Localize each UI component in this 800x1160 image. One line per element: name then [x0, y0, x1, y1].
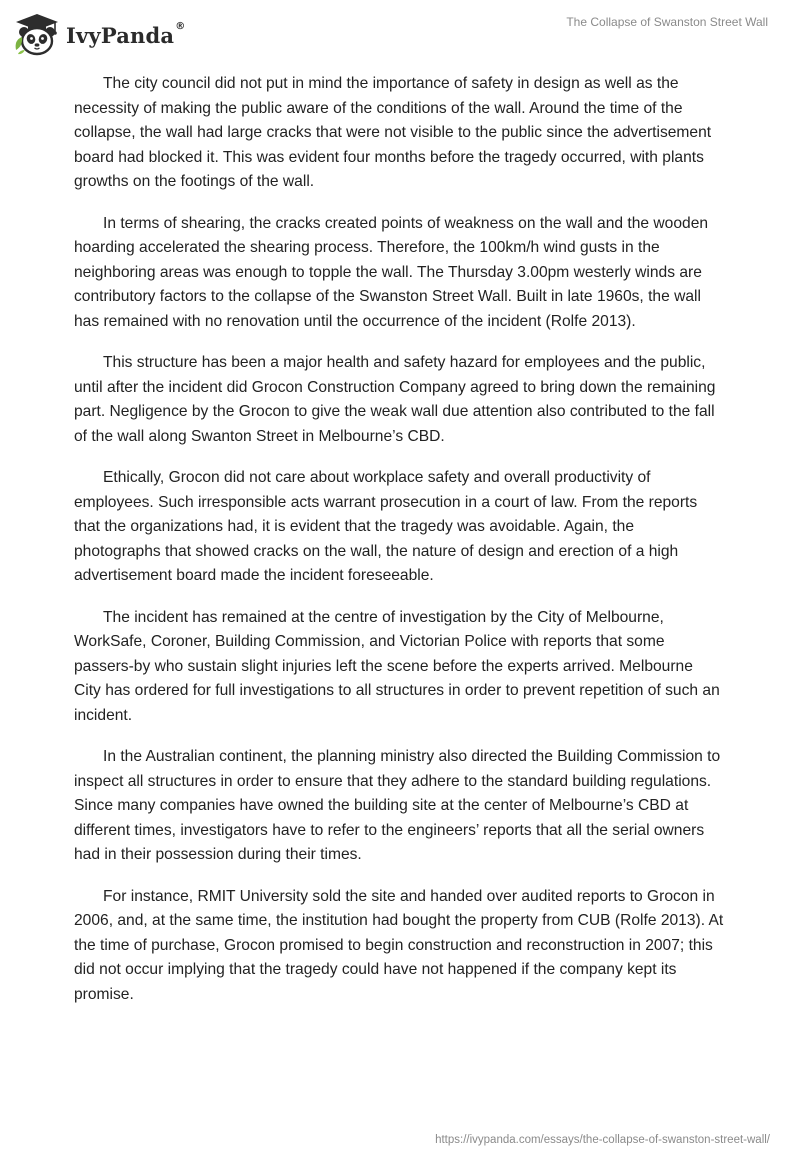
page-header	[0, 0, 800, 70]
source-url-link[interactable]: https://ivypanda.com/essays/the-collapse-of-swanston-street-wall/	[435, 1134, 770, 1146]
paragraph: The city council did not put in mind the importance of safety in design as well as the necessity of making the public aware of the conditions of the wall. Around the time of the collapse, the wall had large cracks that were not visible to the public since the advertisement board had blocked it. This was evident four months before the tragedy occurred, with plants growths on the footings of the wall.	[74, 75, 712, 190]
paragraph: For instance, RMIT University sold the site and handed over audited reports to Grocon in 2006, and, at the same time, the institution had bought the property from CUB (Rolfe 2013). At the time of purchase, Grocon promised to begin construction and reconstruction in 2007; this did not occur implying that the tragedy could have not happened if the company kept its promise.	[74, 887, 724, 1003]
ivypanda-logo[interactable]	[12, 10, 185, 60]
registered-mark: ®	[175, 20, 186, 32]
paragraph: In terms of shearing, the cracks created points of weakness on the wall and the wooden hoarding accelerated the shearing process. Therefore, the 100km/h wind gusts in the neighboring areas was enough to topple the wall. The Thursday 3.00pm westerly winds are contributory factors to the collapse of the Swanston Street Wall. Built in late 1960s, the wall has remained with no renovation until the occurrence of the incident (Rolfe 2013).	[74, 214, 709, 330]
paragraph: In the Australian continent, the planning ministry also directed the Building Commission to inspect all structures in order to ensure that they adhere to the standard building regulations. Since many companies have owned the building site at the center of Melbourne’s CBD at different times, investigators have to refer to the engineers’ reports that all the serial owners had in their possession during their times.	[74, 748, 721, 863]
paragraph: The incident has remained at the centre of investigation by the City of Melbourne, WorkSafe, Coroner, Building Commission, and Victorian Police with reports that some passers-by who sustain slight injuries left the scene before the experts arrived. Melbourne City has ordered for full investigations to all structures in order to prevent repetition of such an incident.	[74, 608, 720, 724]
paragraph: Ethically, Grocon did not care about workplace safety and overall productivity of employees. Such irresponsible acts warrant prosecution in a court of law. From the reports that the organizations had, it is evident that the tragedy was avoidable. Again, the photographs that showed cracks on the wall, the nature of design and erection of a high advertisement board made the incident foreseeable.	[74, 469, 698, 584]
essay-body	[74, 72, 724, 1024]
logo-text	[66, 20, 186, 48]
logo-wordmark: IvyPanda	[66, 22, 175, 48]
paragraph: This structure has been a major health and safety hazard for employees and the public, until after the incident did Grocon Construction Company agreed to bring down the remaining part. Negligence by the Grocon to give the weak wall due attention also contributed to the fall of the wall along Swanton Street in Melbourne’s CBD.	[74, 354, 716, 445]
document-title: The Collapse of Swanston Street Wall	[566, 15, 768, 29]
panda-graduate-icon	[12, 10, 62, 60]
